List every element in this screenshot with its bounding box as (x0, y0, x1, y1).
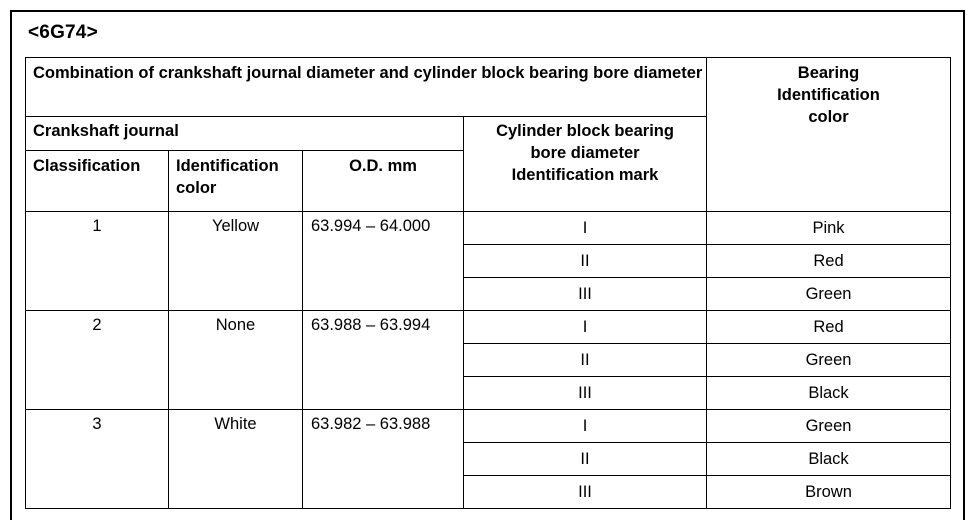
header-identification-color: Identification color (169, 151, 303, 212)
bearing-color-cell: Brown (707, 476, 951, 509)
bearing-color-cell: Green (707, 344, 951, 377)
header-od-mm: O.D. mm (303, 151, 464, 212)
od-cell: 63.988 – 63.994 (303, 311, 464, 410)
bore-mark-cell: III (464, 476, 707, 509)
header-bearing-identification-color: Bearing Identification color (707, 58, 951, 212)
bearing-color-cell: Black (707, 377, 951, 410)
classification-cell: 3 (26, 410, 169, 509)
identification-color-cell: Yellow (169, 212, 303, 311)
bore-mark-cell: III (464, 377, 707, 410)
od-cell: 63.982 – 63.988 (303, 410, 464, 509)
bore-mark-cell: II (464, 344, 707, 377)
table-row (26, 212, 951, 245)
identification-color-cell: White (169, 410, 303, 509)
bore-mark-cell: I (464, 311, 707, 344)
bearing-color-cell: Pink (707, 212, 951, 245)
bore-mark-cell: II (464, 245, 707, 278)
bearing-color-cell: Green (707, 278, 951, 311)
classification-cell: 2 (26, 311, 169, 410)
header-crankshaft-journal: Crankshaft journal (26, 117, 464, 151)
header-combination: Combination of crankshaft journal diameter and cylinder block bearing bore diameter (26, 58, 707, 117)
bearing-color-cell: Red (707, 245, 951, 278)
header-cylinder-block-bore: Cylinder block bearing bore diameter Identification mark (464, 117, 707, 212)
od-cell: 63.994 – 64.000 (303, 212, 464, 311)
table-row (26, 311, 951, 344)
bore-mark-cell: II (464, 443, 707, 476)
bearing-color-cell: Green (707, 410, 951, 443)
identification-color-cell: None (169, 311, 303, 410)
bore-mark-cell: I (464, 410, 707, 443)
classification-cell: 1 (26, 212, 169, 311)
bearing-color-cell: Black (707, 443, 951, 476)
bore-mark-cell: III (464, 278, 707, 311)
table-row (26, 410, 951, 443)
header-row-combination (26, 58, 951, 117)
document-title: <6G74> (28, 22, 98, 43)
bearing-color-cell: Red (707, 311, 951, 344)
header-classification: Classification (26, 151, 169, 212)
bore-mark-cell: I (464, 212, 707, 245)
bearing-selection-table (25, 57, 951, 509)
